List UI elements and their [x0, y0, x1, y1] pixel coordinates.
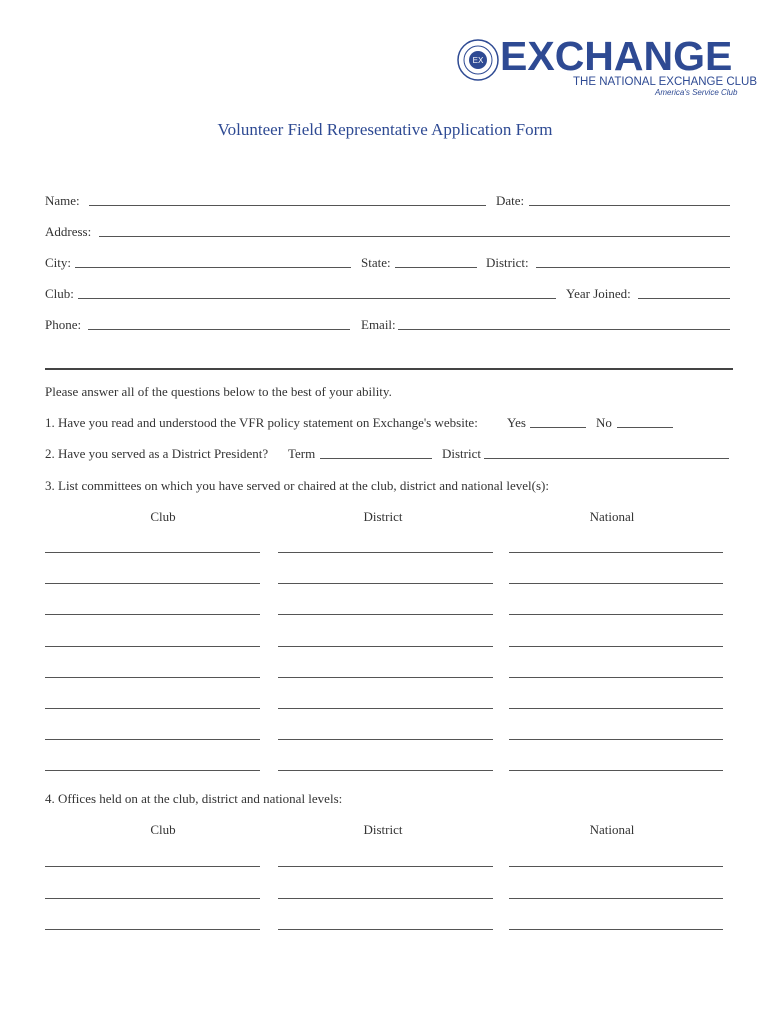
club-label: Club: — [45, 286, 74, 301]
q1-text: 1. Have you read and understood the VFR policy statement on Exchange's website: — [45, 415, 478, 430]
q2-term-label: Term — [288, 446, 316, 461]
q3-club-line[interactable] — [45, 614, 260, 615]
q3-district-line[interactable] — [278, 583, 493, 584]
q3-district-line[interactable] — [278, 646, 493, 647]
q4-district-line[interactable] — [278, 866, 493, 867]
name-field[interactable] — [89, 205, 486, 206]
instructions-text: Please answer all of the questions below to the best of your ability. — [45, 384, 392, 399]
q3-national-line[interactable] — [509, 739, 723, 740]
q3-column-district: District — [363, 509, 403, 524]
q2-term-field[interactable] — [320, 458, 432, 459]
q3-district-line[interactable] — [278, 677, 493, 678]
q2-text: 2. Have you served as a District President? — [45, 446, 269, 461]
q1-yes-field[interactable] — [530, 427, 586, 428]
q4-column-district: District — [363, 822, 403, 837]
q1-no-field[interactable] — [617, 427, 673, 428]
q3-text: 3. List committees on which you have served or chaired at the club, district and national level(s): — [45, 478, 549, 493]
q3-national-line[interactable] — [509, 646, 723, 647]
club-field[interactable] — [78, 298, 556, 299]
logo-tagline: America's Service Club — [655, 88, 738, 97]
year-joined-field[interactable] — [638, 298, 730, 299]
q4-club-line[interactable] — [45, 866, 260, 867]
q3-district-line[interactable] — [278, 708, 493, 709]
q4-column-club: Club — [150, 822, 176, 837]
svg-text:EX: EX — [472, 56, 484, 65]
phone-label: Phone: — [45, 317, 82, 332]
q3-district-line[interactable] — [278, 614, 493, 615]
q3-national-line[interactable] — [509, 708, 723, 709]
state-field[interactable] — [395, 267, 477, 268]
email-label: Email: — [361, 317, 396, 332]
name-label: Name: — [45, 193, 80, 208]
q3-club-line[interactable] — [45, 739, 260, 740]
q3-national-line[interactable] — [509, 770, 723, 771]
q3-national-line[interactable] — [509, 677, 723, 678]
city-field[interactable] — [75, 267, 351, 268]
date-field[interactable] — [529, 205, 730, 206]
q4-national-line[interactable] — [509, 898, 723, 899]
q3-national-line[interactable] — [509, 552, 723, 553]
q3-district-line[interactable] — [278, 770, 493, 771]
q4-club-line[interactable] — [45, 929, 260, 930]
q2-district-field[interactable] — [484, 458, 729, 459]
q3-club-line[interactable] — [45, 552, 260, 553]
q3-club-line[interactable] — [45, 646, 260, 647]
q3-column-club: Club — [150, 509, 176, 524]
phone-field[interactable] — [88, 329, 350, 330]
address-field[interactable] — [99, 236, 730, 237]
q4-district-line[interactable] — [278, 898, 493, 899]
address-label: Address: — [45, 224, 92, 239]
district-label: District: — [486, 255, 529, 270]
logo-subtitle: THE NATIONAL EXCHANGE CLUB — [573, 76, 758, 88]
q3-district-line[interactable] — [278, 552, 493, 553]
q3-club-line[interactable] — [45, 708, 260, 709]
q3-club-line[interactable] — [45, 770, 260, 771]
section-divider — [45, 368, 733, 370]
q1-no-label: No — [596, 415, 612, 430]
state-label: State: — [361, 255, 391, 270]
q3-club-line[interactable] — [45, 677, 260, 678]
q3-column-national: National — [589, 509, 635, 524]
q1-yes-label: Yes — [507, 415, 526, 430]
q2-district-label: District — [442, 446, 481, 461]
q4-text: 4. Offices held on at the club, district and national levels: — [45, 791, 343, 806]
q4-column-national: National — [589, 822, 635, 837]
q4-club-line[interactable] — [45, 898, 260, 899]
q4-national-line[interactable] — [509, 929, 723, 930]
q3-national-line[interactable] — [509, 583, 723, 584]
q3-district-line[interactable] — [278, 739, 493, 740]
district-field[interactable] — [536, 267, 730, 268]
year-joined-label: Year Joined: — [566, 286, 631, 301]
page-title: Volunteer Field Representative Application Form — [217, 120, 553, 139]
email-field[interactable] — [398, 329, 730, 330]
logo-wordmark: EXCHANGE — [500, 33, 733, 79]
q3-club-line[interactable] — [45, 583, 260, 584]
exchange-seal-icon — [457, 39, 499, 81]
q4-national-line[interactable] — [509, 866, 723, 867]
date-label: Date: — [496, 193, 525, 208]
city-label: City: — [45, 255, 72, 270]
q3-national-line[interactable] — [509, 614, 723, 615]
q4-district-line[interactable] — [278, 929, 493, 930]
